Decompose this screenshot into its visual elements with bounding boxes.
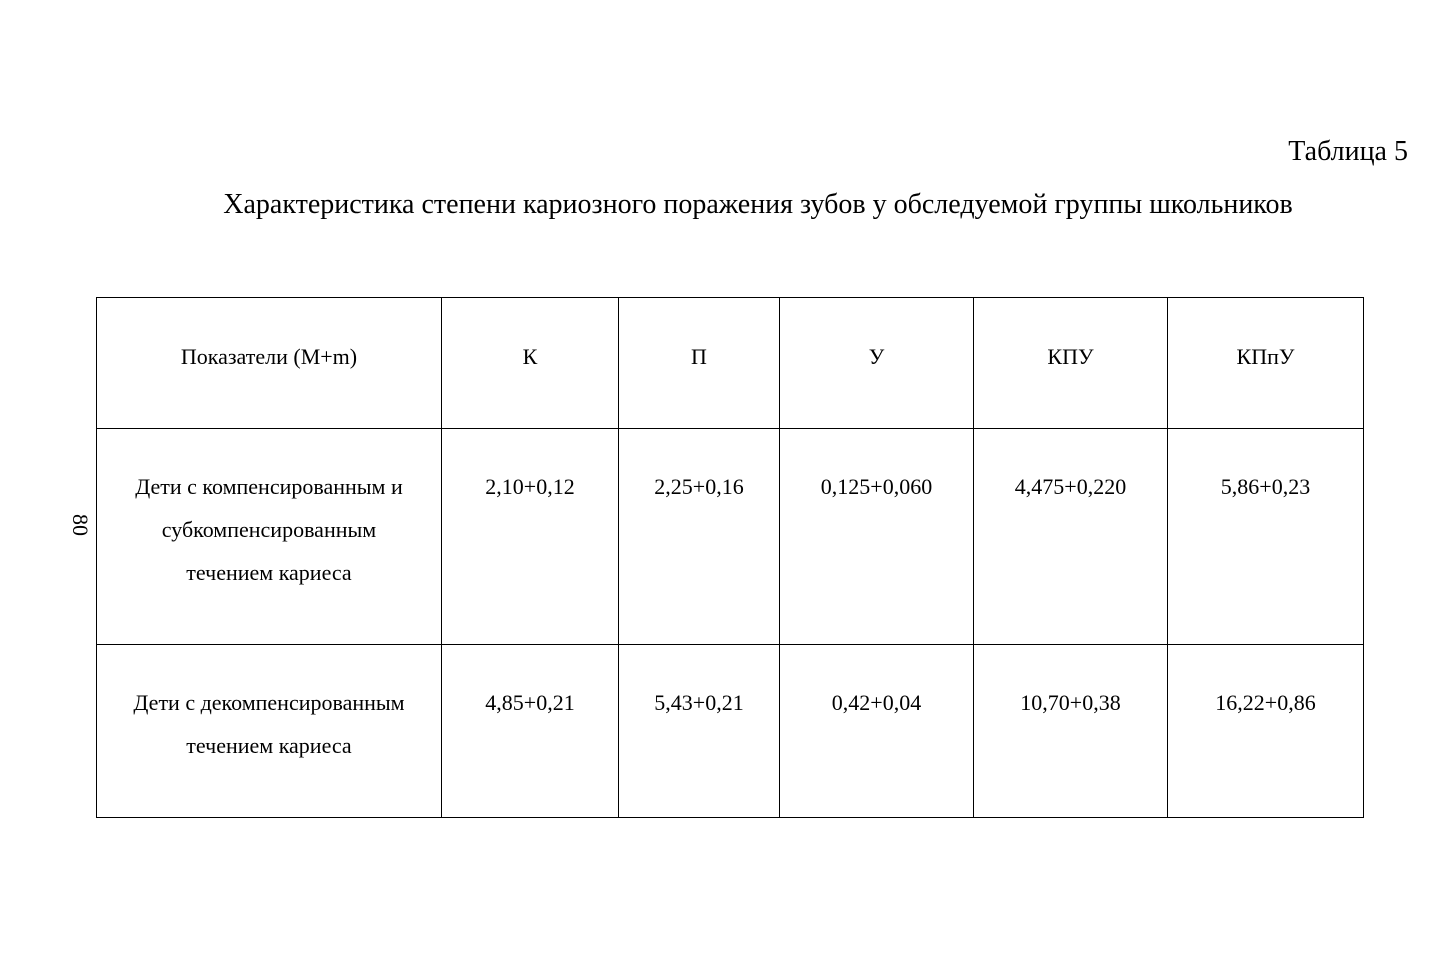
value-cell-k: 4,85+0,21 bbox=[442, 645, 619, 818]
value-cell-p: 2,25+0,16 bbox=[619, 429, 780, 645]
row-label-line: Дети с декомпенсированным bbox=[133, 690, 405, 715]
row-label-cell bbox=[97, 429, 442, 645]
table-row bbox=[97, 429, 1364, 645]
page-number: 80 bbox=[68, 514, 93, 536]
row-label-line: течением кариеса bbox=[186, 560, 352, 585]
row-label-line: Дети с компенсированным и bbox=[135, 474, 403, 499]
value-cell-u: 0,42+0,04 bbox=[780, 645, 974, 818]
header-cell-indicators: Показатели (M+m) bbox=[97, 298, 442, 429]
value-cell-kppu: 16,22+0,86 bbox=[1168, 645, 1364, 818]
value-cell-kpu: 10,70+0,38 bbox=[974, 645, 1168, 818]
header-cell-u: У bbox=[780, 298, 974, 429]
document-title: Характеристика степени кариозного поражения зубов у обследуемой группы школьников bbox=[223, 189, 1293, 220]
table-row bbox=[97, 645, 1364, 818]
value-cell-kppu: 5,86+0,23 bbox=[1168, 429, 1364, 645]
header-cell-kppu: КПпУ bbox=[1168, 298, 1364, 429]
row-label-line: субкомпенсированным bbox=[161, 517, 377, 542]
value-cell-k: 2,10+0,12 bbox=[442, 429, 619, 645]
header-cell-k: К bbox=[442, 298, 619, 429]
header-cell-p: П bbox=[619, 298, 780, 429]
value-cell-kpu: 4,475+0,220 bbox=[974, 429, 1168, 645]
value-cell-u: 0,125+0,060 bbox=[780, 429, 974, 645]
row-label-cell bbox=[97, 645, 442, 818]
table-label: Таблица 5 bbox=[1288, 136, 1408, 167]
value-cell-p: 5,43+0,21 bbox=[619, 645, 780, 818]
table-header-row bbox=[97, 298, 1364, 429]
row-label-line: течением кариеса bbox=[186, 733, 352, 758]
header-cell-kpu: КПУ bbox=[974, 298, 1168, 429]
data-table bbox=[96, 297, 1364, 818]
